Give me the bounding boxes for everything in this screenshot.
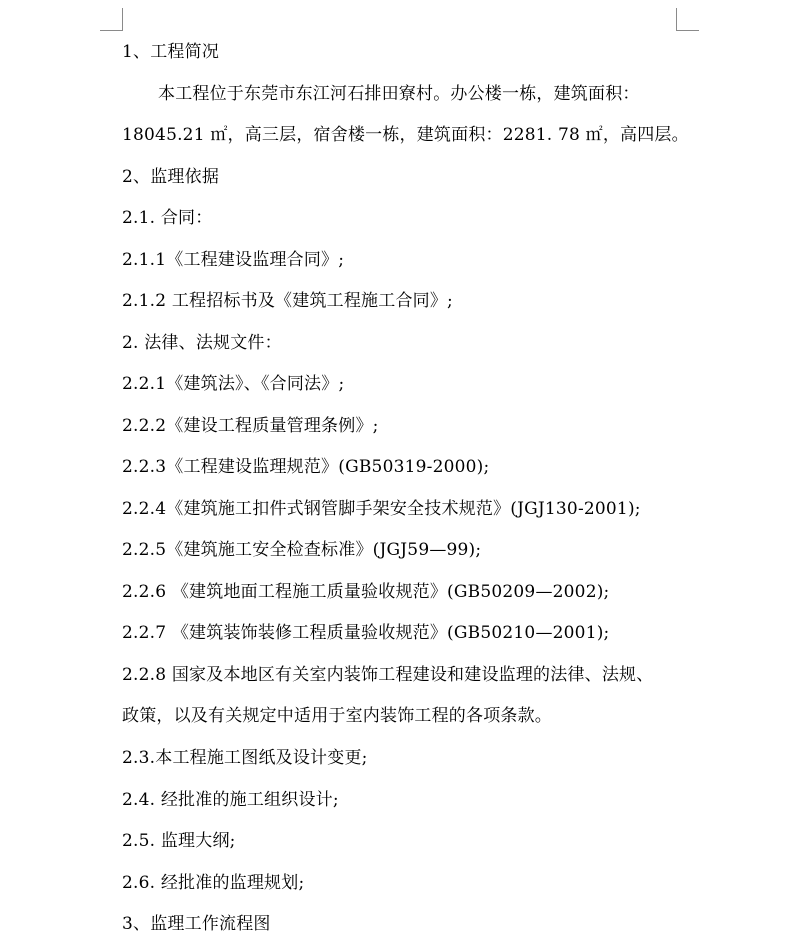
section-heading-project-overview: 1、工程简况 xyxy=(122,42,220,62)
list-item: 2.4. 经批准的施工组织设计; xyxy=(122,790,339,810)
paragraph-project-overview-cont: 18045.21 ㎡，高三层，宿舍楼一栋，建筑面积：2281. 78 ㎡，高四层。 xyxy=(122,125,689,145)
page-corner-mark-top-right xyxy=(676,8,699,31)
list-item: 2.3.本工程施工图纸及设计变更; xyxy=(122,748,368,768)
list-item: 2.2.5《建筑施工安全检查标准》(JGJ59—99); xyxy=(122,540,482,560)
list-item: 2.6. 经批准的监理规划; xyxy=(122,873,305,893)
list-item: 2.2.8 国家及本地区有关室内装饰工程建设和建设监理的法律、法规、 xyxy=(122,665,654,685)
list-item: 2.2.6 《建筑地面工程施工质量验收规范》(GB50209—2002); xyxy=(122,582,610,602)
list-item: 2.2.2《建设工程质量管理条例》; xyxy=(122,416,379,436)
page-corner-mark-top-left xyxy=(100,8,123,31)
list-item: 2.2.3《工程建设监理规范》(GB50319-2000); xyxy=(122,457,490,477)
list-item: 2. 法律、法规文件： xyxy=(122,333,282,353)
paragraph-project-overview: 本工程位于东莞市东江河石排田寮村。办公楼一栋，建筑面积： xyxy=(158,84,640,104)
list-item: 2.5. 监理大纲; xyxy=(122,831,236,851)
list-item: 2.2.1《建筑法》、《合同法》; xyxy=(122,374,345,394)
list-item: 2.2.7 《建筑装饰装修工程质量验收规范》(GB50210—2001); xyxy=(122,623,610,643)
section-heading-supervision-basis: 2、监理依据 xyxy=(122,167,220,187)
section-heading-workflow-chart: 3、监理工作流程图 xyxy=(122,914,271,934)
list-item: 2.1.2 工程招标书及《建筑工程施工合同》; xyxy=(122,291,453,311)
list-item: 2.1. 合同： xyxy=(122,208,213,228)
list-item-cont: 政策，以及有关规定中适用于室内装饰工程的各项条款。 xyxy=(122,706,552,726)
list-item: 2.1.1《工程建设监理合同》; xyxy=(122,250,345,270)
list-item: 2.2.4《建筑施工扣件式钢管脚手架安全技术规范》(JGJ130-2001); xyxy=(122,499,641,519)
